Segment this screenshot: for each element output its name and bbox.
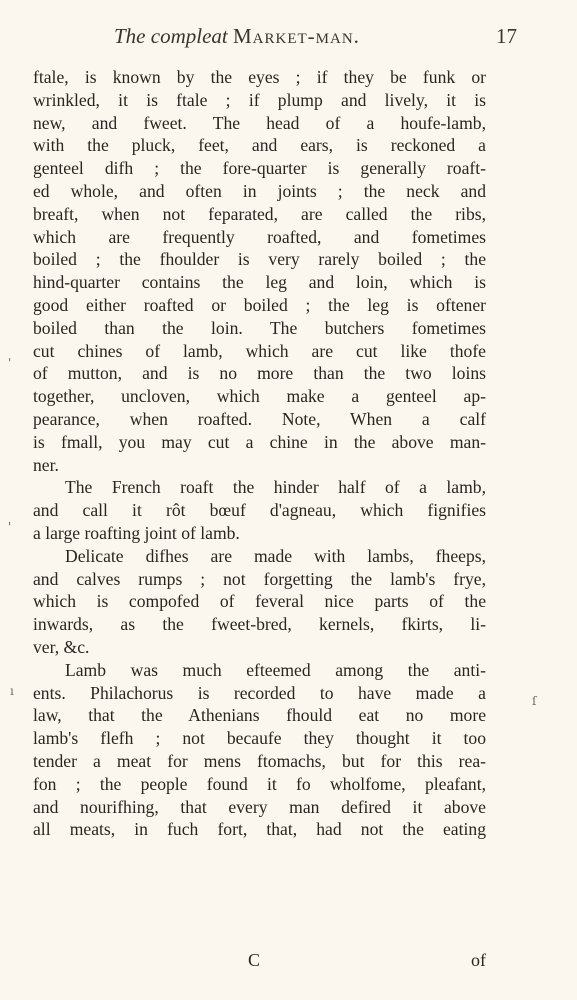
text-line: new, and fweet. The head of a houfe-lamb, [33,112,486,133]
text-line: tender a meat for mens ftomachs, but for this rea- [33,750,486,771]
text-line: which is compofed of feveral nice parts of the [33,591,486,612]
text-line: a large roafting joint of lamb. [33,522,240,543]
text-line: of mutton, and is no more than the two loins [33,363,486,384]
text-line: and calves rumps ; not forgetting the lamb's frye, [33,568,486,589]
text-line: is fmall, you may cut a chine in the above man- [33,431,486,452]
text-line: ner. [33,454,59,475]
margin-mark: ' [8,356,12,370]
header-title-italic: The compleat [114,24,228,48]
text-line: Delicate difhes are made with lambs, fheeps, [65,545,486,566]
text-line: cut chines of lamb, which are cut like thofe [33,340,486,361]
signature-mark: C [248,950,261,970]
text-line: fon ; the people found it fo wholfome, pleafant, [33,773,486,794]
header-title-caps: Market-man. [232,24,360,48]
text-line: lamb's flefh ; not becaufe they thought it too [33,728,486,749]
catchword: of [471,950,486,970]
page-footer [33,950,486,974]
text-line: ftale, is known by the eyes ; if they be funk or [33,67,486,87]
text-line: The French roaft the hinder half of a lamb, [65,477,486,498]
text-line: ents. Philachorus is recorded to have made a [33,682,486,703]
text-line: ver, &c. [33,636,90,657]
text-line: and call it rôt bœuf d'agneau, which fignifies [33,500,486,521]
margin-mark: ' [8,520,12,534]
text-line: with the pluck, feet, and ears, is reckoned a [33,135,486,156]
text-line: wrinkled, it is ftale ; if plump and lively, it is [33,89,486,110]
text-line: together, uncloven, which make a genteel ap- [33,386,486,407]
margin-mark: ı [10,684,14,698]
text-line: ed whole, and often in joints ; the neck and [33,180,486,201]
page-number: 17 [496,24,517,48]
text-line: Lamb was much efteemed among the anti- [65,659,486,680]
running-header [114,24,517,48]
text-line: law, that the Athenians fhould eat no more [33,705,486,726]
text-line: which are frequently roafted, and fometimes [33,226,486,247]
text-line: breaft, when not feparated, are called the ribs, [33,203,486,224]
text-line: and nourifhing, that every man defired it above [33,796,486,817]
text-line: boiled than the loin. The butchers fometimes [33,317,486,338]
text-line: hind-quarter contains the leg and loin, which is [33,272,486,293]
text-line: inwards, as the fweet-bred, kernels, fkirts, li- [33,614,486,635]
text-line: boiled ; the fhoulder is very rarely boiled ; the [33,249,486,270]
body-text [33,66,486,841]
text-line: all meats, in fuch fort, that, had not the eating [33,819,486,840]
text-line: pearance, when roafted. Note, When a calf [33,408,486,429]
text-line: genteel difh ; the fore-quarter is generally roaft- [33,158,486,179]
margin-mark: ſ [532,694,537,708]
text-line: good either roafted or boiled ; the leg is oftener [33,294,486,315]
